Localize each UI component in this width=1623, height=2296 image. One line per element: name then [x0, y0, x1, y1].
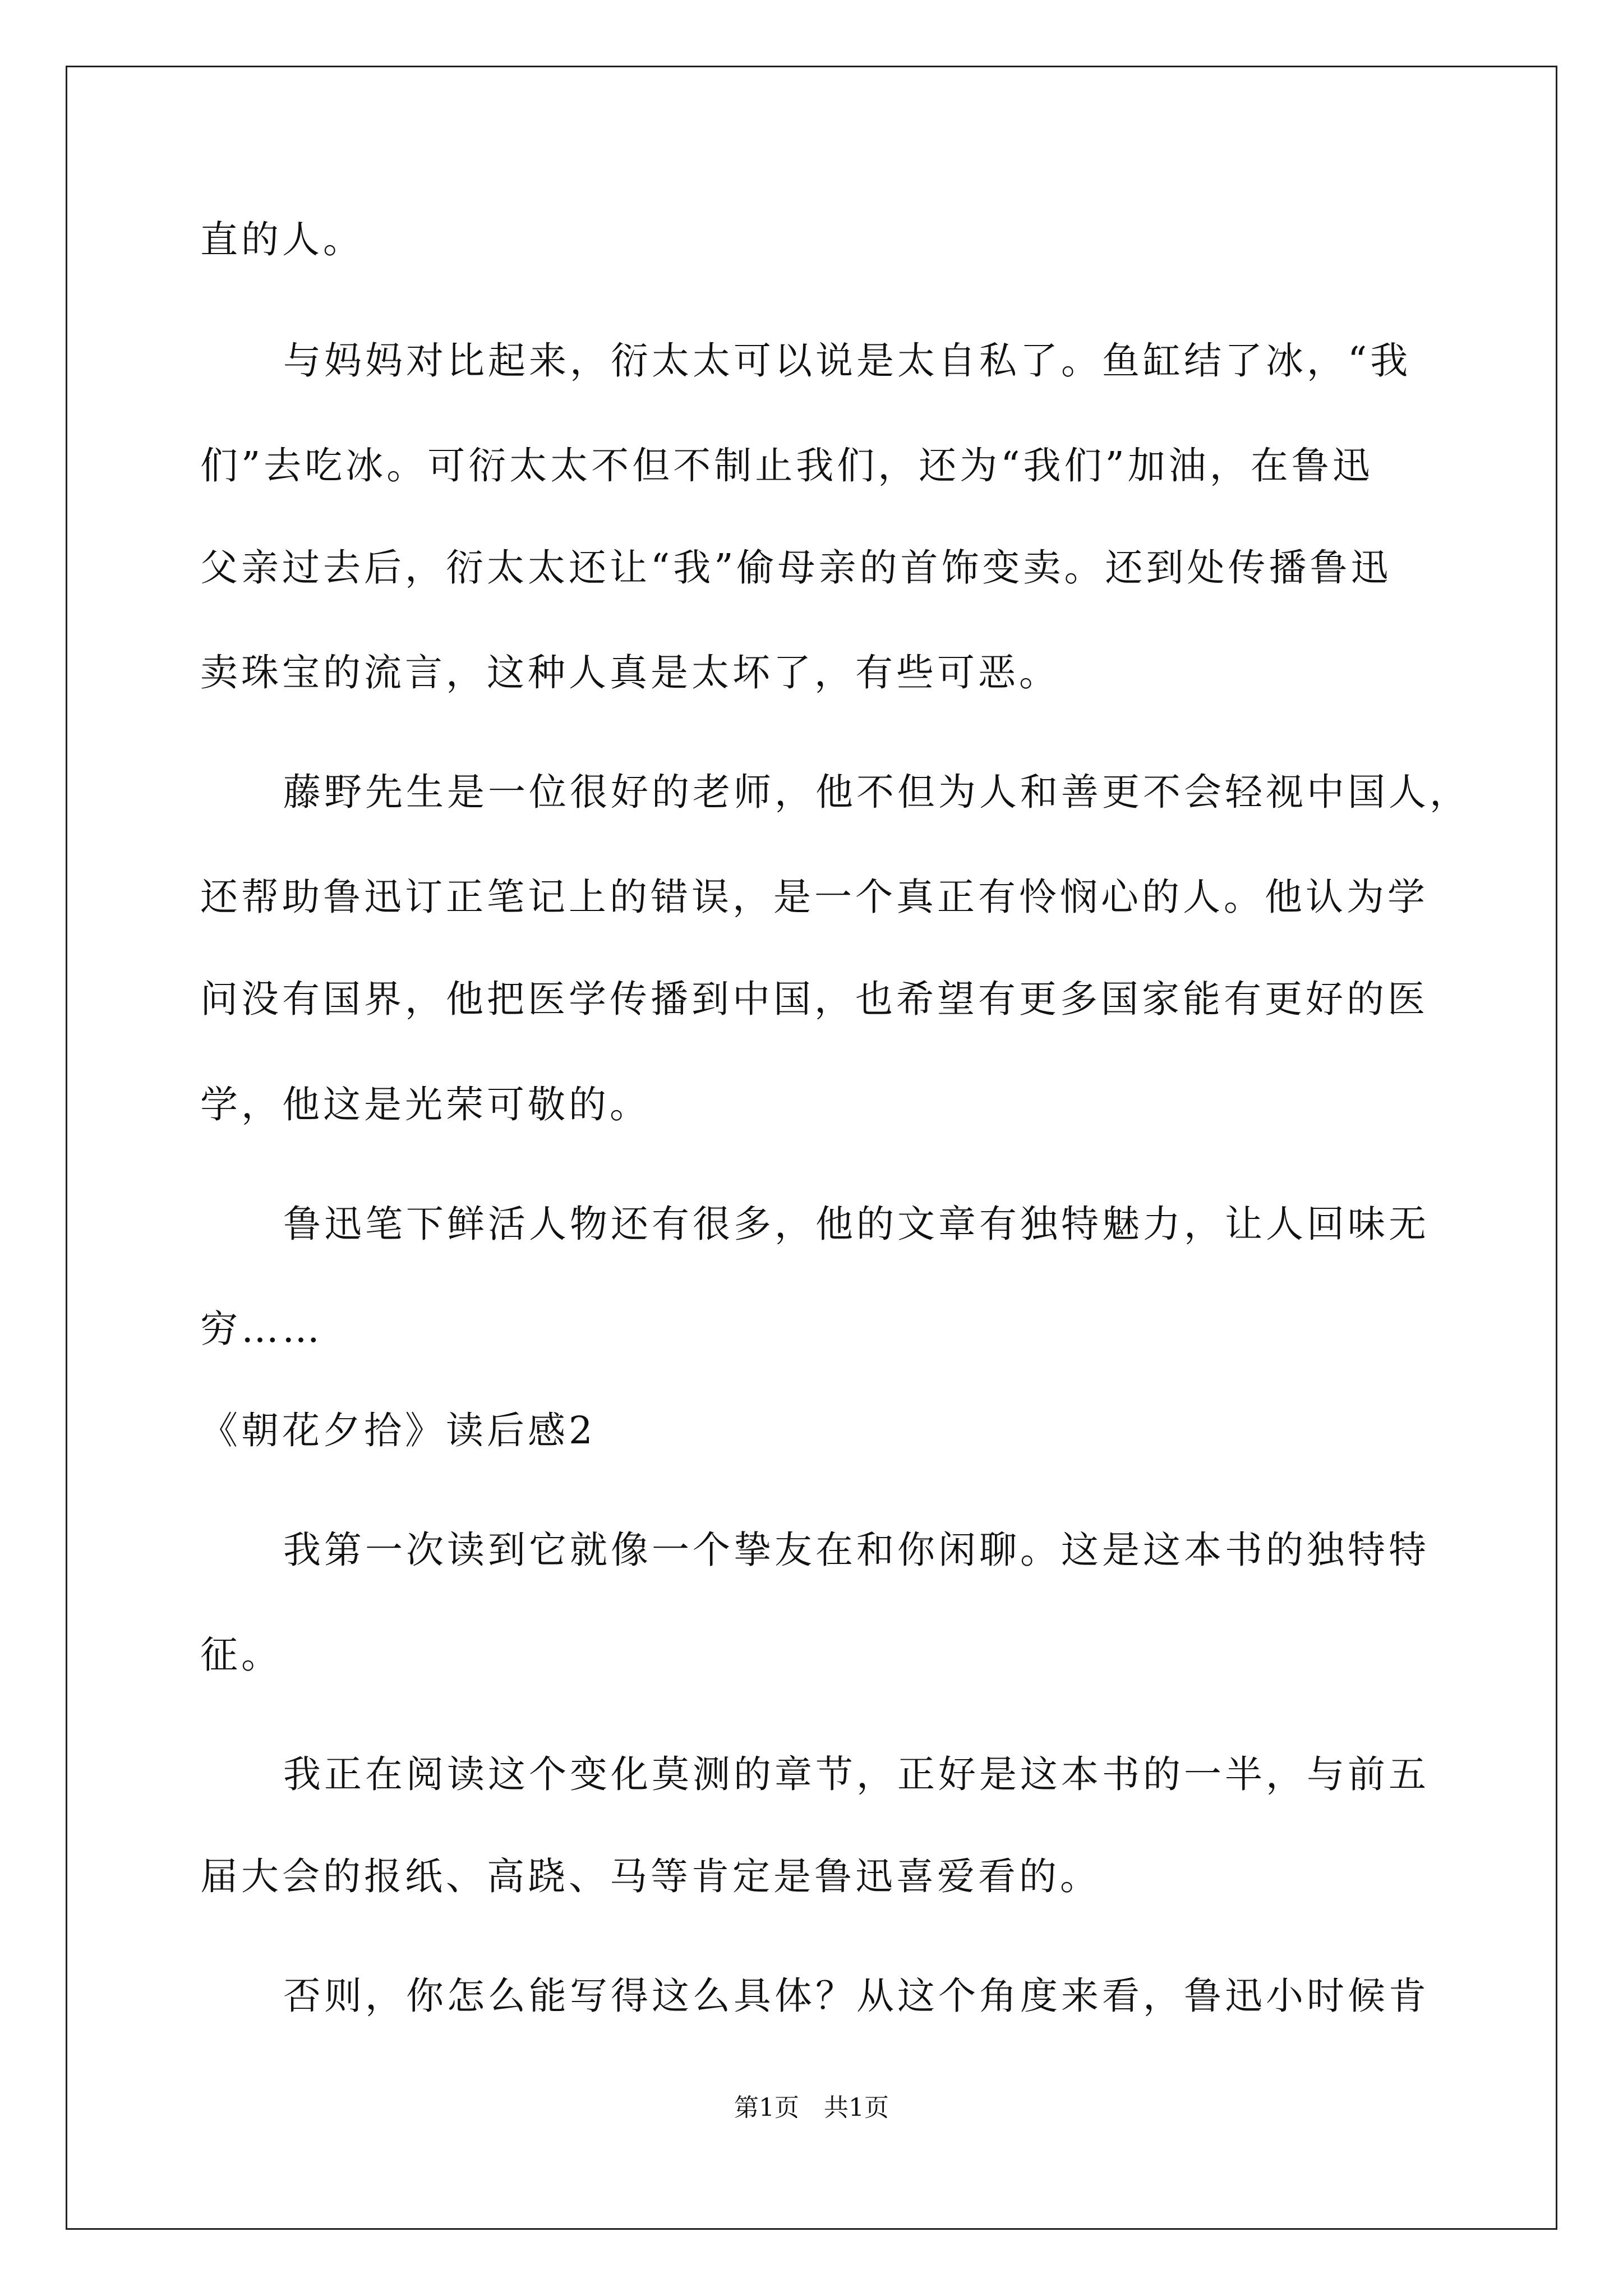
paragraph-line: 否则，你怎么能写得这么具体？从这个角度来看，鲁迅小时候肯: [283, 1974, 1430, 2018]
paragraph-line: 我正在阅读这个变化莫测的章节，正好是这本书的一半，与前五: [283, 1752, 1430, 1796]
text-line: 还帮助鲁迅订正笔记上的错误，是一个真正有怜悯心的人。他认为学: [200, 875, 1428, 919]
paragraph-line: 我第一次读到它就像一个挚友在和你闲聊。这是这本书的独特特: [283, 1528, 1430, 1572]
text-line: 届大会的报纸、高跷、马等肯定是鲁迅喜爱看的。: [200, 1855, 1101, 1898]
text-line: 学，他这是光荣可敬的。: [200, 1083, 651, 1126]
paragraph-line: 与妈妈对比起来，衍太太可以说是太自私了。鱼缸结了冰，“我: [283, 339, 1412, 383]
paragraph-line: 藤野先生是一位很好的老师，他不但为人和善更不会轻视中国人，: [283, 770, 1470, 814]
text-line: 问没有国界，他把医学传播到中国，也希望有更多国家能有更好的医: [200, 977, 1428, 1021]
text-line: 穷……: [200, 1307, 323, 1351]
page-footer: 第1页 共1页: [734, 2093, 889, 2122]
section-heading: 《朝花夕拾》读后感2: [200, 1409, 596, 1452]
text-line: 们”去吃冰。可衍太太不但不制止我们，还为“我们”加油，在鲁迅: [200, 444, 1373, 487]
text-line: 直的人。: [200, 218, 364, 261]
text-line: 征。: [200, 1633, 282, 1677]
paragraph-line: 鲁迅笔下鲜活人物还有很多，他的文章有独特魅力，让人回味无: [283, 1202, 1430, 1246]
page-border: [66, 66, 1557, 2230]
text-line: 卖珠宝的流言，这种人真是太坏了，有些可恶。: [200, 651, 1060, 694]
text-line: 父亲过去后，衍太太还让“我”偷母亲的首饰变卖。还到处传播鲁迅: [200, 546, 1392, 590]
